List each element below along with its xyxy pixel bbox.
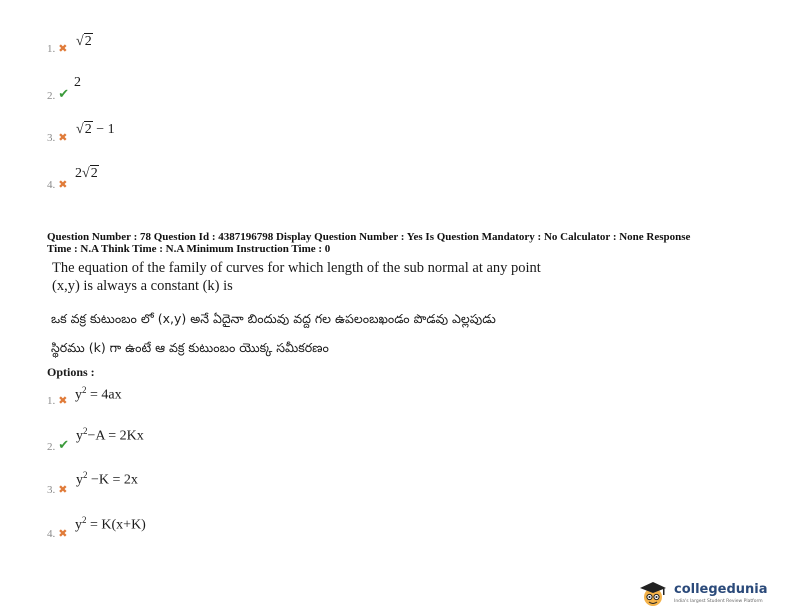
option-number: 1. [47, 43, 56, 55]
exponent: 2 [82, 385, 87, 395]
expression-tail: = 4ax [86, 387, 122, 403]
option-number: 4. [47, 528, 56, 540]
check-icon: ✔ [58, 437, 70, 452]
options-label: Options : [47, 365, 95, 379]
prev-option-4-expression: 2√2 [75, 166, 98, 181]
check-icon: ✔ [58, 86, 70, 101]
option-number: 3. [47, 132, 56, 144]
option-4 [47, 527, 68, 540]
prev-option-3 [47, 131, 68, 144]
option-number: 2. [47, 441, 56, 453]
option-3 [47, 483, 68, 496]
prev-option-1-expression: √2 [76, 34, 92, 49]
variable: y [75, 387, 82, 403]
question-text-telugu-2: స్థిరము (k) గా ఉంటే ఆ వక్ర కుటుంబం యొక్క సమీకరణం [51, 340, 329, 355]
option-number: 1. [47, 395, 56, 407]
expression-tail: − 1 [92, 122, 115, 137]
graduate-mascot-icon [636, 580, 670, 608]
question-text-telugu-1: ఒక వక్ర కుటుంబం లో (x,y) అనే ఏదైనా బిందువు వద్ద గల ఉపలంబఖండం పొడవు ఎల్లపుడు [51, 311, 496, 326]
option-3-expression [76, 470, 138, 489]
option-4-expression [75, 515, 146, 534]
option-2-expression [76, 426, 144, 445]
expression-tail: −K = 2x [87, 472, 138, 488]
radicand: 2 [84, 122, 92, 137]
question-metadata [47, 231, 757, 255]
logo-wordmark: collegedunia [674, 582, 768, 597]
prev-option-4 [47, 178, 68, 191]
prev-option-2-expression: 2 [74, 75, 81, 90]
question-text-english-1: The equation of the family of curves for which length of the sub normal at any point [52, 260, 541, 276]
option-1-expression [75, 385, 122, 404]
collegedunia-logo [636, 580, 786, 608]
logo-tagline: India's largest Student Review Platform [674, 599, 763, 604]
expression-tail: −A = 2Kx [87, 428, 144, 444]
variable: y [76, 428, 83, 444]
option-number: 2. [47, 90, 56, 102]
cross-icon: ✖ [58, 395, 68, 407]
prev-option-3-expression: √2 − 1 [76, 122, 115, 137]
prev-option-2 [47, 86, 68, 102]
radicand: 2 [84, 34, 92, 49]
cross-icon: ✖ [58, 132, 68, 144]
cross-icon: ✖ [58, 484, 68, 496]
cross-icon: ✖ [58, 179, 68, 191]
metadata-line-1: Question Number : 78 Question Id : 4387196798 Display Question Number : Yes Is Question Mandatory : No Calculator : None Response [47, 231, 691, 243]
option-2 [47, 437, 68, 453]
exponent: 2 [82, 515, 87, 525]
cross-icon: ✖ [58, 43, 68, 55]
option-1 [47, 394, 68, 407]
expression-tail: = K(x+K) [86, 517, 146, 533]
radicand: 2 [90, 166, 98, 181]
cross-icon: ✖ [58, 528, 68, 540]
question-text-english-2: (x,y) is always a constant (k) is [52, 278, 233, 294]
exponent: 2 [83, 426, 88, 436]
variable: y [75, 517, 82, 533]
coefficient: 2 [75, 166, 82, 181]
prev-option-1 [47, 42, 68, 55]
exponent: 2 [83, 470, 88, 480]
metadata-line-2: Time : N.A Think Time : N.A Minimum Instruction Time : 0 [47, 243, 331, 255]
variable: y [76, 472, 83, 488]
option-number: 4. [47, 179, 56, 191]
option-number: 3. [47, 484, 56, 496]
